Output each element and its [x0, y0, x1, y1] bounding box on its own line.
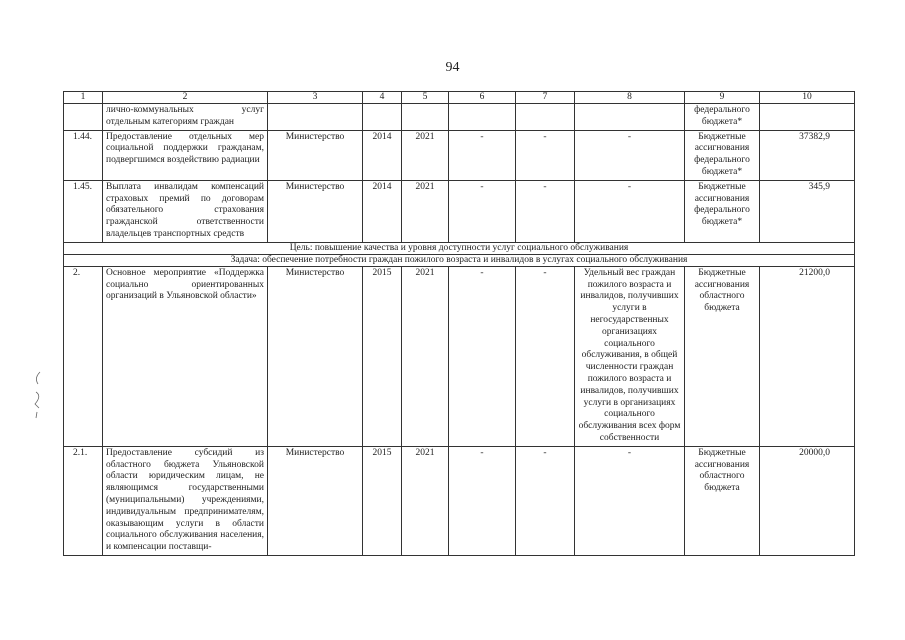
indicator: Удельный вес граждан пожилого возраста и инвалидов, получивших услуги в негосударственных организациях социального обслуживания, в общей численности граждан пожилого возраста и инвалидов, получивших услуги в организациях социального обслуживания всех форм собственности [575, 266, 685, 446]
col6-value: - [449, 446, 516, 555]
header-cell: 7 [516, 92, 575, 104]
measure-description: Основное мероприятие «Поддержка социально ориентированных организаций в Ульяновской области» [103, 266, 268, 446]
table-row-continuation [64, 104, 855, 131]
header-cell: 4 [363, 92, 402, 104]
executor: Министерство [268, 446, 363, 555]
funding-amount: 37382,9 [760, 130, 855, 180]
header-cell: 8 [575, 92, 685, 104]
start-year: 2014 [363, 180, 402, 242]
funding-source: федерального бюджета* [685, 104, 760, 131]
funding-source: Бюджетные ассигнования федерального бюджета* [685, 130, 760, 180]
goal-text: Цель: повышение качества и уровня доступности услуг социального обслуживания [64, 242, 855, 254]
row-number: 2. [64, 266, 103, 446]
header-cell: 3 [268, 92, 363, 104]
row-number: 2.1. [64, 446, 103, 555]
indicator: - [575, 130, 685, 180]
start-year: 2014 [363, 130, 402, 180]
measure-description: Предоставление отдельных мер социальной поддержки гражданам, подвергшимся воздействию радиации [103, 130, 268, 180]
funding-source: Бюджетные ассигнования областного бюджета [685, 446, 760, 555]
col6-value: - [449, 266, 516, 446]
page-number: 94 [445, 60, 460, 75]
funding-amount: 21200,0 [760, 266, 855, 446]
end-year: 2021 [402, 266, 449, 446]
table-row-1-44 [64, 130, 855, 180]
task-text: Задача: обеспечение потребности граждан пожилого возраста и инвалидов в услугах социального обслуживания [64, 254, 855, 266]
indicator: - [575, 180, 685, 242]
executor: Министерство [268, 266, 363, 446]
pen-mark [30, 370, 46, 420]
funding-source: Бюджетные ассигнования федерального бюджета* [685, 180, 760, 242]
header-cell: 5 [402, 92, 449, 104]
header-cell: 9 [685, 92, 760, 104]
end-year: 2021 [402, 446, 449, 555]
executor: Министерство [268, 130, 363, 180]
measure-description: Предоставление субсидий из областного бюджета Ульяновской области юридическим лицам, не являющимся государственными (муниципальными) учреждениями, индивидуальным предпринимателям, оказывающим услуги в области социального обслуживания населения, и компенсации поставщи- [103, 446, 268, 555]
col6-value: - [449, 180, 516, 242]
header-cell: 2 [103, 92, 268, 104]
header-cell: 6 [449, 92, 516, 104]
indicator: - [575, 446, 685, 555]
row-number: 1.44. [64, 130, 103, 180]
table-row-2-1 [64, 446, 855, 555]
col7-value: - [516, 180, 575, 242]
header-cell: 1 [64, 92, 103, 104]
measure-description: Выплата инвалидам компенсаций страховых премий по договорам обязательного страхования гражданской ответственности владельцев транспортных средств [103, 180, 268, 242]
measure-description: лично-коммунальных услуг отдельным категориям граждан [103, 104, 268, 131]
col7-value: - [516, 266, 575, 446]
col6-value: - [449, 130, 516, 180]
task-row [64, 254, 855, 266]
table-row-1-45 [64, 180, 855, 242]
funding-source: Бюджетные ассигнования областного бюджета [685, 266, 760, 446]
program-table [63, 91, 855, 556]
start-year: 2015 [363, 266, 402, 446]
row-number: 1.45. [64, 180, 103, 242]
executor: Министерство [268, 180, 363, 242]
goal-row [64, 242, 855, 254]
col7-value: - [516, 130, 575, 180]
funding-amount: 345,9 [760, 180, 855, 242]
end-year: 2021 [402, 180, 449, 242]
header-cell: 10 [760, 92, 855, 104]
funding-amount: 20000,0 [760, 446, 855, 555]
end-year: 2021 [402, 130, 449, 180]
table-row-2 [64, 266, 855, 446]
col7-value: - [516, 446, 575, 555]
header-row [64, 92, 855, 104]
start-year: 2015 [363, 446, 402, 555]
